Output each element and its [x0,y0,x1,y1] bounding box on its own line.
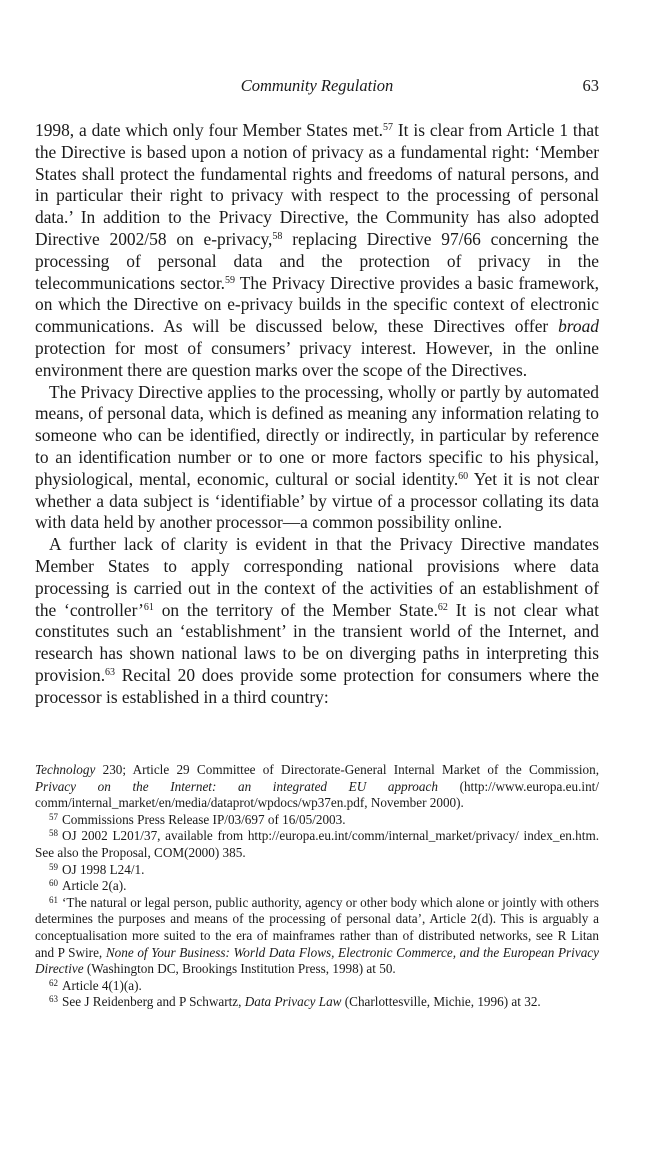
footnote-ref: 57 [383,122,394,133]
footnote-number: 58 [49,828,58,839]
italic-text: None of Your Business: World Data Flows, Electronic Commerce, and the European Privacy Directive [35,944,600,977]
footnote-ref: 63 [105,666,116,678]
running-head [35,76,599,106]
text-run: 1998, a date which only four Member States met. [35,120,384,140]
italic-text: Technology [35,762,96,777]
running-title: Community Regulation [240,76,394,95]
footnote-number: 57 [49,811,58,822]
italic-text: Data Privacy Law [244,994,342,1010]
body-paragraph [35,382,599,535]
page-number: 63 [582,76,599,95]
text-run: Yet it is not clear whether a data subject is ‘identifiable’ by virtue of a processor collating its data with data held by another processor—a common possibility online. [35,468,599,533]
text-run: OJ 1998 L24/1. [62,861,145,877]
text-run: (Charlottesville, Michie, 1996) at 32. [341,994,541,1010]
text-run: (Washington DC, Brookings Institution Press, 1998) at 50. [83,961,396,977]
text-run: ‘The natural or legal person, public authority, agency or other body which alone or jointly with others determines the purposes and means of the processing of personal data’, Article 2(d). This is arguably a conceptualisation more suited to the era of mainframes rather than of distributed networks, see R Litan and P Swire, [35,894,599,960]
footnote [35,828,599,861]
footnote-number: 59 [49,861,58,872]
text-run: 230; Article 29 Committee of Directorate-General Internal Market of the Commission, [95,762,599,777]
page-body [35,76,599,709]
footnote-ref: 58 [272,230,283,242]
text-run: protection for most of consumers’ privacy interest. However, in the online environment there are question marks over the scope of the Directives. [35,337,599,380]
italic-text: broad [558,316,599,337]
text-run: Commissions Press Release IP/03/697 of 16/05/2003. [62,811,346,827]
footnote-continuation [35,762,599,812]
footnote [35,812,599,829]
body-paragraph [35,534,599,708]
footnote [35,978,599,995]
text-run: The Privacy Directive provides a basic framework, on which the Directive on e-privacy builds in the specific context of electronic communications. As will be discussed below, these Directives offer [35,272,599,337]
text-run: Article 4(1)(a). [62,977,142,993]
text-run: It is clear from Article 1 that the Directive is based upon a notion of privacy as a fundamental right: ‘Member States shall protect the fundamental rights and freedoms of natural persons, and in particular their right to privacy with respect to the processing of personal data.’ In addition to the Privacy Directive, the Community has also adopted Directive 2002/58 on e-privacy, [35,120,599,249]
footnote-ref: 60 [458,470,469,482]
body-paragraph [35,120,599,382]
text-run: Article 2(a). [62,878,127,894]
footnotes [35,762,599,1011]
text-run: OJ 2002 L201/37, available from http://europa.eu.int/comm/internal_market/privacy/ index_en.htm. See also the Proposal, COM(2000) 385. [35,828,599,860]
footnote-number: 63 [49,994,58,1005]
footnote-number: 61 [49,894,58,905]
text-run: Recital 20 does provide some protection for consumers where the processor is established in a third country: [35,664,599,707]
footnote-number: 60 [49,878,58,889]
footnote [35,895,599,978]
footnote-number: 62 [49,977,58,988]
text-run: on the territory of the Member State. [153,599,438,620]
italic-text: Privacy on the Internet: an integrated EU approach [35,778,438,794]
footnote-ref: 62 [437,601,448,613]
text-run: A further lack of clarity is evident in that the Privacy Directive mandates Member States to apply corresponding national provisions where data processing is carried out in the context of the activities of an establishment of the ‘controller’ [35,534,599,620]
footnote [35,862,599,879]
footnote [35,878,599,895]
text-run: The Privacy Directive applies to the processing, wholly or partly by automated means, of personal data, which is defined as meaning any information relating to someone who can be identified, directly or indirectly, in particular by reference to an identification number or to one or more factors specific to his physical, physiological, mental, economic, cultural or social identity. [35,381,599,489]
body-text [35,120,599,709]
text-run: It is not clear what constitutes such an ‘establishment’ in the transient world of the Internet, and research has shown national laws to be on diverging paths in interpreting this provision. [35,599,599,685]
text-run: (http://www.europa.eu.int/ comm/internal_market/en/media/dataprot/wpdocs/wp37en.pdf, November 2000). [35,778,599,811]
text-run: See J Reidenberg and P Schwartz, [62,994,245,1010]
footnote-ref: 59 [225,274,236,286]
footnote [35,994,599,1011]
text-run: replacing Directive 97/66 concerning the processing of personal data and the protection of privacy in the telecommunications sector. [35,228,600,293]
footnote-ref: 61 [143,601,154,613]
